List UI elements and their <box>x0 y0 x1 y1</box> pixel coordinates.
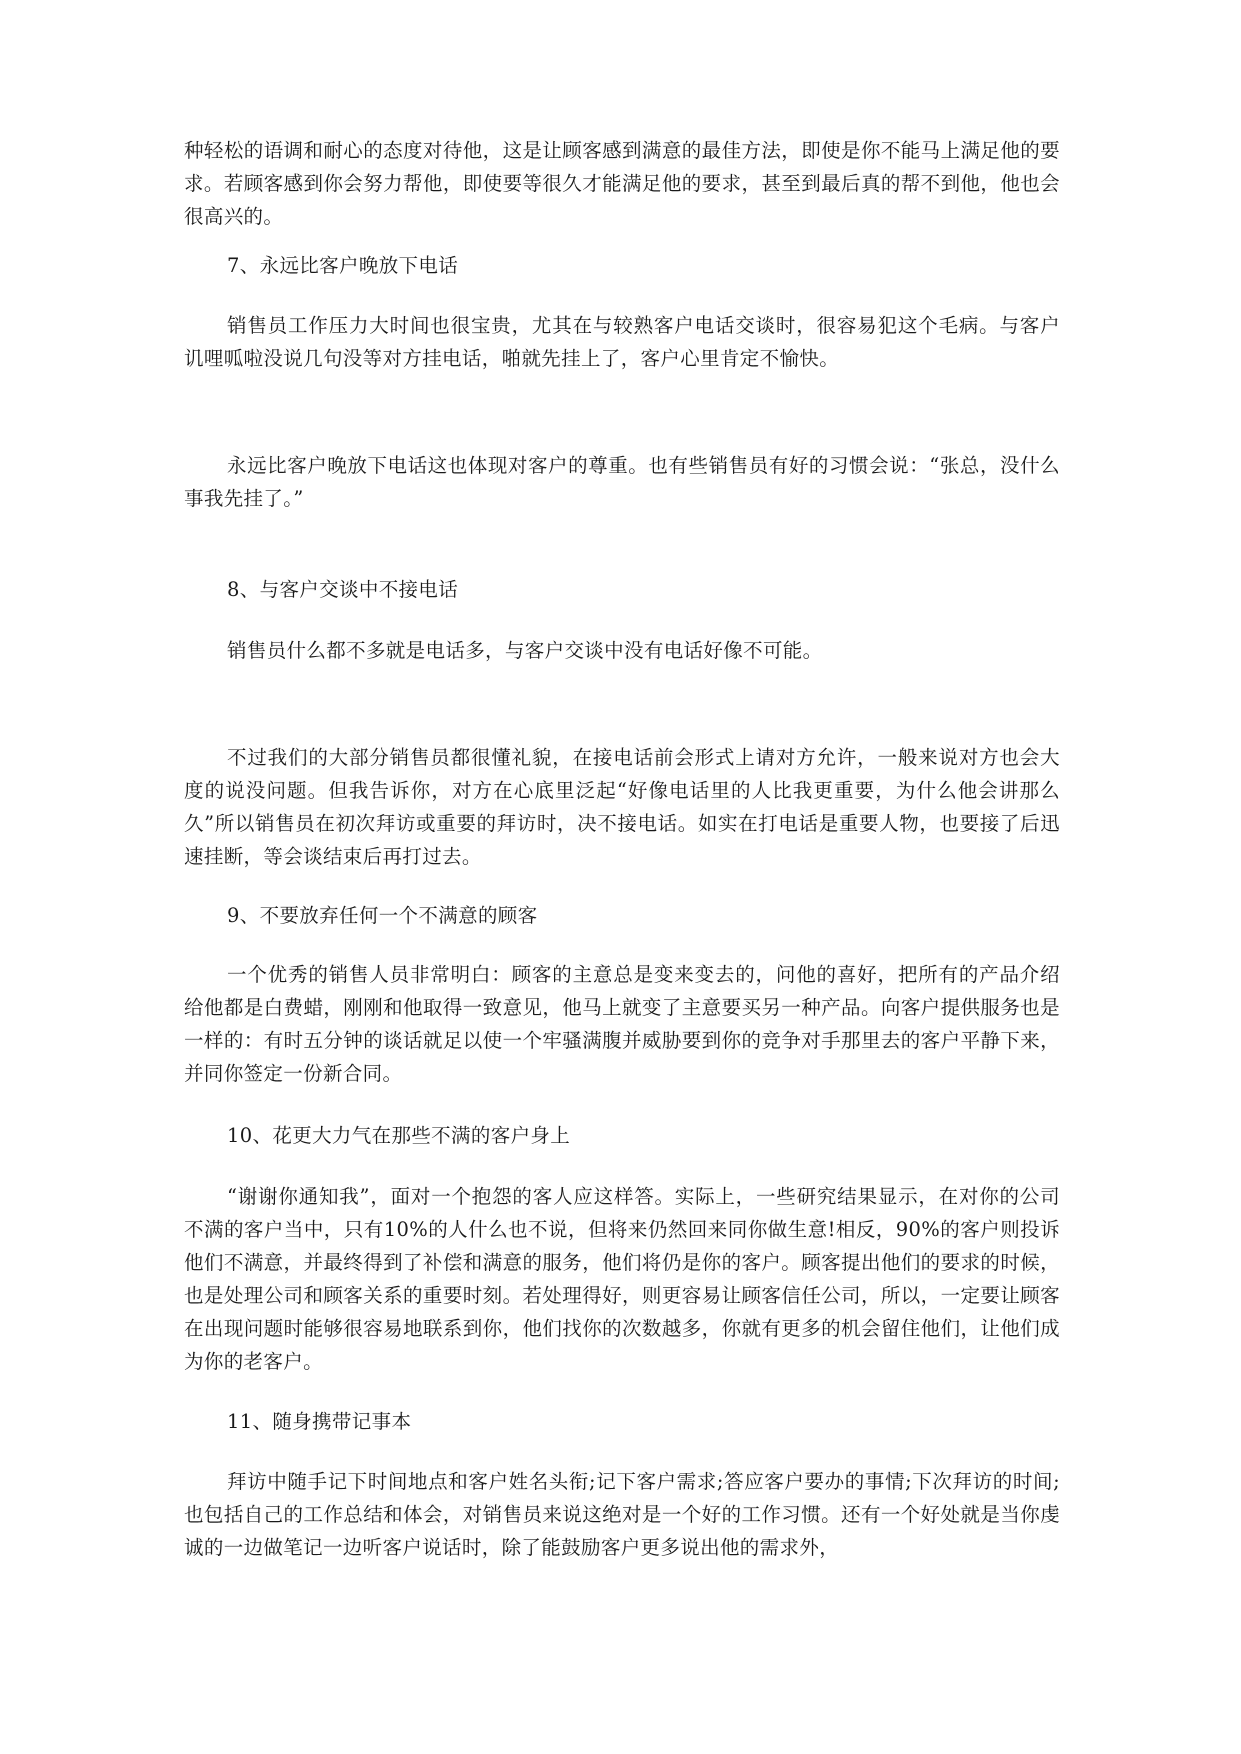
paragraph-intro-continuation: 种轻松的语调和耐心的态度对待他，这是让顾客感到满意的最佳方法，即使是你不能马上满足他的要求。若顾客感到你会努力帮他，即使要等很久才能满足他的要求，甚至到最后真的帮不到他，他也会很高兴的。 <box>184 139 1060 228</box>
section-heading-11: 11、随身携带记事本 <box>227 1410 412 1433</box>
paragraph-9-1: 一个优秀的销售人员非常明白：顾客的主意总是变来变去的，问他的喜好，把所有的产品介绍给他都是白费蜡，刚刚和他取得一致意见，他马上就变了主意要买另一种产品。向客户提供服务也是一样的：有时五分钟的谈话就足以使一个牢骚满腹并威胁要到你的竞争对手那里去的客户平静下来，并同你签定一份新合同。 <box>184 963 1060 1085</box>
section-heading-8: 8、与客户交谈中不接电话 <box>227 578 459 601</box>
paragraph-7-1: 销售员工作压力大时间也很宝贵，尤其在与较熟客户电话交谈时，很容易犯这个毛病。与客户讥哩呱啦没说几句没等对方挂电话，啪就先挂上了，客户心里肯定不愉快。 <box>184 314 1060 370</box>
paragraph-7-2: 永远比客户晚放下电话这也体现对客户的尊重。也有些销售员有好的习惯会说：“张总，没什么事我先挂了。” <box>184 454 1060 510</box>
section-heading-10: 10、花更大力气在那些不满的客户身上 <box>227 1124 571 1147</box>
paragraph-10-1: “谢谢你通知我”，面对一个抱怨的客人应这样答。实际上，一些研究结果显示，在对你的公司不满的客户当中，只有10%的人什么也不说，但将来仍然回来同你做生意!相反，90%的客户则投诉他们不满意，并最终得到了补偿和满意的服务，他们将仍是你的客户。顾客提出他们的要求的时候，也是处理公司和顾客关系的重要时刻。若处理得好，则更容易让顾客信任公司，所以，一定要让顾客在出现问题时能够很容易地联系到你，他们找你的次数越多，你就有更多的机会留住他们，让他们成为你的老客户。 <box>184 1185 1060 1373</box>
section-heading-7: 7、永远比客户晚放下电话 <box>227 254 459 277</box>
paragraph-11-1: 拜访中随手记下时间地点和客户姓名头衔;记下客户需求;答应客户要办的事情;下次拜访的时间;也包括自己的工作总结和体会，对销售员来说这绝对是一个好的工作习惯。还有一个好处就是当你虔诚的一边做笔记一边听客户说话时，除了能鼓励客户更多说出他的需求外， <box>184 1470 1060 1559</box>
paragraph-8-1: 销售员什么都不多就是电话多，与客户交谈中没有电话好像不可能。 <box>227 639 823 662</box>
section-heading-9: 9、不要放弃任何一个不满意的顾客 <box>227 904 538 927</box>
paragraph-8-2: 不过我们的大部分销售员都很懂礼貌，在接电话前会形式上请对方允许，一般来说对方也会大度的说没问题。但我告诉你，对方在心底里泛起“好像电话里的人比我更重要，为什么他会讲那么久”所以销售员在初次拜访或重要的拜访时，决不接电话。如实在打电话是重要人物，也要接了后迅速挂断，等会谈结束后再打过去。 <box>184 746 1060 868</box>
